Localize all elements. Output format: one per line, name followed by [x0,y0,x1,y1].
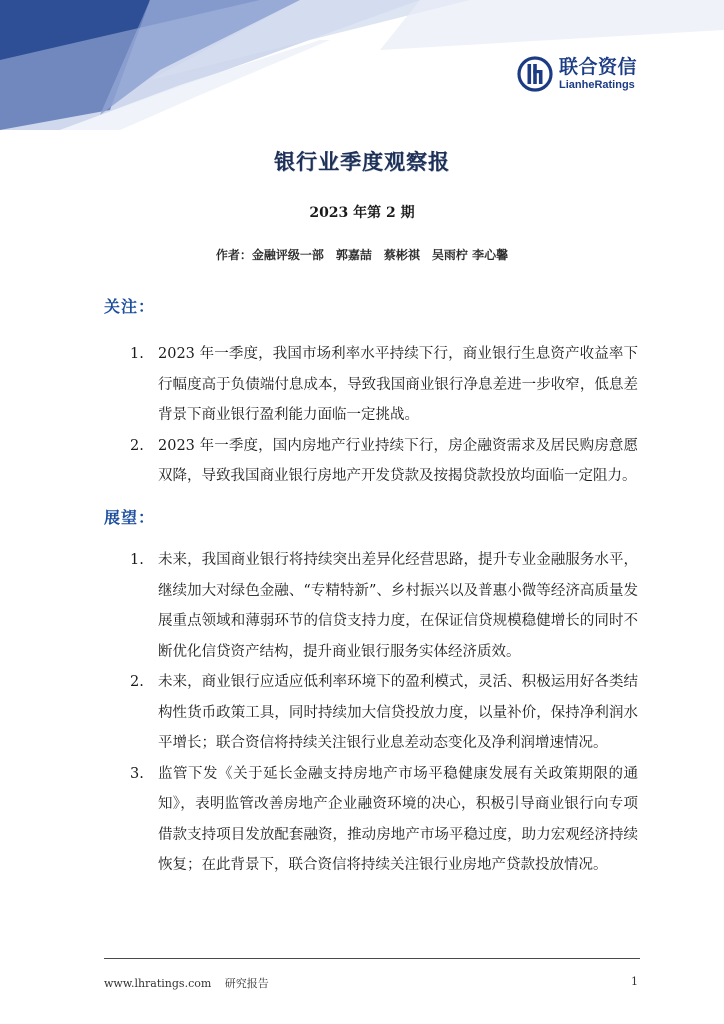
list-item [130,759,638,881]
list-item-number: 1. [130,346,144,362]
list-item-number: 2. [130,437,144,454]
focus-list [130,339,638,492]
list-item-text: 监管下发《关于延长金融支持房地产市场平稳健康发展有关政策期限的通知》，表明监管改善房地产企业融资环境的决心，积极引导商业银行向专项借款支持项目发放配套融资，推动房地产市场平稳过度，助力宏观经济持续恢复；在此背景下，联合资信将持续关注银行业房地产贷款投放情况。 [158,765,638,873]
logo-english-name: LianheRatings [559,79,635,91]
report-issue: 2023 年第 2 期 [309,205,415,221]
outlook-list [130,545,638,881]
focus-heading: 关注： [104,297,156,316]
footer-doc-type: 研究报告 [224,977,269,990]
list-item-number: 2. [130,674,144,690]
list-item-text: 2023 年一季度，我国市场利率水平持续下行，商业银行生息资产收益率下行幅度高于负债端付息成本，导致我国商业银行净息差进一步收窄，低息差背景下商业银行盈利能力面临一定挑战。 [158,346,638,423]
list-item [130,431,638,492]
list-item-text: 未来，我国商业银行将持续突出差异化经营思路，提升专业金融服务水平，继续加大对绿色金融、“专精特新”、乡村振兴以及普惠小微等经济高质量发展重点领域和薄弱环节的信贷支持力度，在保证信贷规模稳健增长的同时不断优化信贷资产结构，提升商业银行服务实体经济质效。 [158,552,638,660]
lianhe-logo-icon [517,56,553,92]
footer-info [104,975,279,991]
outlook-heading: 展望： [104,508,156,527]
list-item-text: 未来，商业银行应适应低利率环境下的盈利模式，灵活、积极运用好各类结构性货币政策工具，同时持续加大信贷投放力度，以量补价，保持净利润水平增长；联合资信将持续关注银行业息差动态变化及净利润增速情况。 [158,674,638,751]
logo [517,56,647,96]
footer-divider [104,958,640,959]
list-item [130,545,638,667]
list-item-number: 3. [130,765,144,782]
logo-chinese-name: 联合资信 [559,56,638,78]
report-authors: 作者：金融评级一部 郭嘉喆 蔡彬祺 吴雨柠 李心馨 [215,248,509,262]
list-item-text: 2023 年一季度，国内房地产行业持续下行，房企融资需求及居民购房意愿双降，导致我国商业银行房地产开发贷款及按揭贷款投放均面临一定阻力。 [158,437,638,484]
list-item [130,667,638,759]
list-item [130,339,638,431]
list-item-number: 1. [130,552,144,568]
page-number: 1 [631,975,638,988]
report-title: 银行业季度观察报 [274,150,450,174]
footer-website: www.lhratings.com [104,977,212,990]
